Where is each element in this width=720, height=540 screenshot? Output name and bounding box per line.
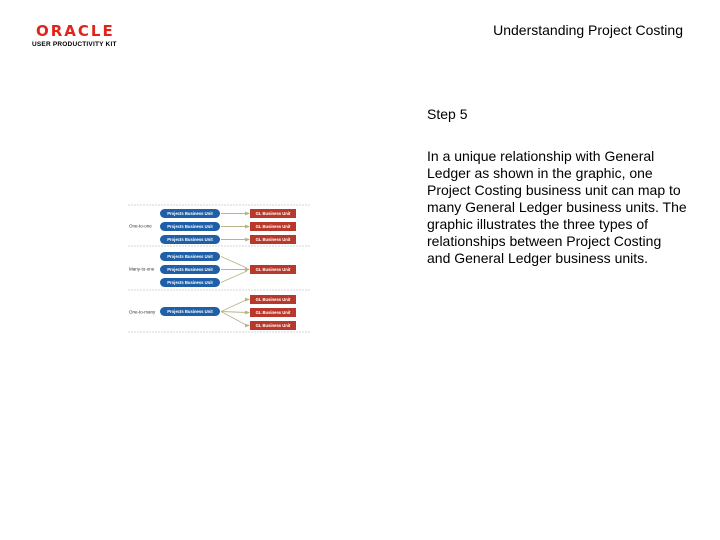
project-unit-node — [160, 235, 220, 244]
svg-text:GL Business Unit: GL Business Unit — [255, 310, 291, 316]
svg-text:GL Business Unit: GL Business Unit — [255, 297, 291, 303]
svg-text:Projects Business Unit: Projects Business Unit — [167, 267, 213, 273]
project-unit-node — [160, 209, 220, 218]
svg-text:Projects Business Unit: Projects Business Unit — [167, 224, 213, 230]
project-unit-node — [160, 265, 220, 274]
gl-unit-node — [250, 222, 296, 231]
svg-text:GL Business Unit: GL Business Unit — [255, 323, 291, 329]
mapping-arrow — [221, 298, 249, 327]
svg-text:GL Business Unit: GL Business Unit — [255, 211, 291, 217]
oracle-upk-logo — [32, 24, 126, 48]
gl-unit-node — [250, 265, 296, 274]
svg-text:GL Business Unit: GL Business Unit — [255, 267, 291, 273]
project-unit-node — [160, 307, 220, 316]
gl-unit-node — [250, 295, 296, 304]
relationship-diagram — [128, 203, 310, 333]
svg-text:Projects Business Unit: Projects Business Unit — [167, 280, 213, 286]
project-unit-node — [160, 252, 220, 261]
svg-text:Projects Business Unit: Projects Business Unit — [167, 254, 213, 260]
mapping-arrow — [221, 212, 249, 241]
mapping-arrow — [221, 257, 249, 283]
svg-text:GL Business Unit: GL Business Unit — [255, 237, 291, 243]
project-unit-node — [160, 278, 220, 287]
svg-text:Projects Business Unit: Projects Business Unit — [167, 309, 213, 315]
relationship-label: One-to-one — [129, 223, 152, 229]
svg-text:Projects Business Unit: Projects Business Unit — [167, 211, 213, 217]
page-title: Understanding Project Costing — [493, 22, 683, 38]
gl-unit-node — [250, 321, 296, 330]
gl-unit-node — [250, 235, 296, 244]
relationship-label: Many-to-one — [129, 266, 155, 272]
relationship-label: One-to-many — [129, 309, 156, 315]
project-unit-node — [160, 222, 220, 231]
step-description: In a unique relationship with General Ledger as shown in the graphic, one Project Costing business unit can map to many General Ledger business units. The graphic illustrates the three types of relationships between Project Costing and General Ledger business units. — [427, 148, 687, 266]
upk-logo-subtitle: USER PRODUCTIVITY KIT — [32, 41, 117, 48]
step-title: Step 5 — [427, 106, 468, 122]
gl-unit-node — [250, 308, 296, 317]
svg-text:Projects Business Unit: Projects Business Unit — [167, 237, 213, 243]
oracle-logo-text: ORACLE — [36, 22, 115, 40]
svg-text:GL Business Unit: GL Business Unit — [255, 224, 291, 230]
gl-unit-node — [250, 209, 296, 218]
